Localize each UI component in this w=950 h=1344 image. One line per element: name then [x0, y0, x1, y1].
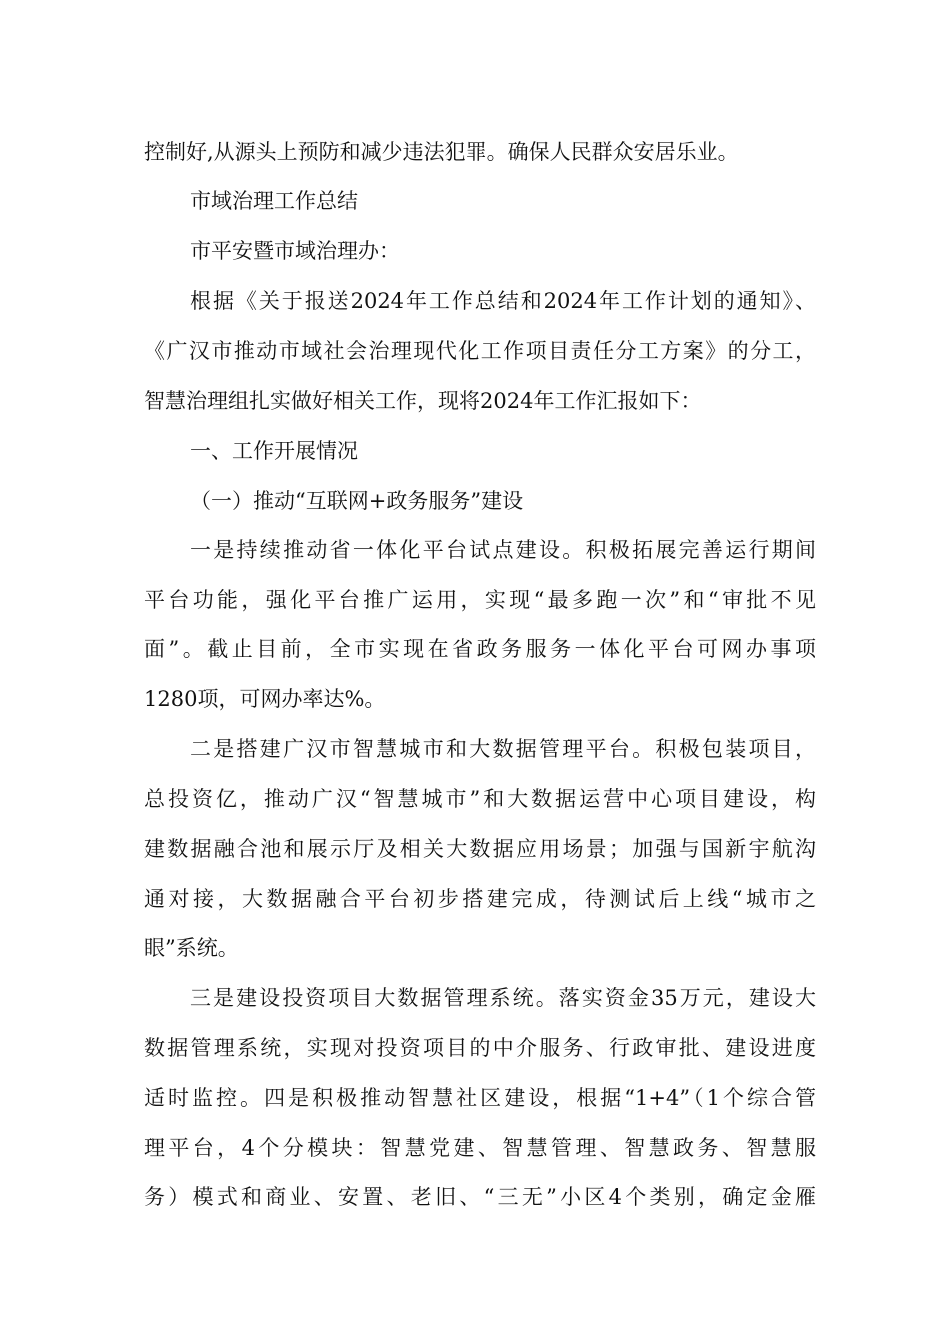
text-line: 1280项，可网办率达%。	[144, 687, 386, 711]
text-line: 二是搭建广汉市智慧城市和大数据管理平台。积极包装项目，	[190, 737, 816, 761]
text-line: 三是建设投资项目大数据管理系统。落实资金35万元，建设大	[190, 986, 816, 1010]
section-heading: 一、工作开展情况	[190, 439, 358, 463]
text-line: 理平台，4个分模块：智慧党建、智慧管理、智慧政务、智慧服	[144, 1136, 816, 1160]
text-line: 面”。截止目前，全市实现在省政务服务一体化平台可网办事项	[144, 637, 816, 661]
text-line: 智慧治理组扎实做好相关工作，现将2024年工作汇报如下：	[144, 389, 702, 413]
text-line: 《广汉市推动市域社会治理现代化工作项目责任分工方案》的分工，	[144, 339, 816, 363]
text-line: 根据《关于报送2024年工作总结和2024年工作计划的通知》、	[190, 289, 816, 313]
text-line: 总投资亿，推动广汉“智慧城市”和大数据运营中心项目建设，构	[144, 787, 816, 811]
text-line: 平台功能，强化平台推广运用，实现“最多跑一次”和“审批不见	[144, 588, 816, 612]
text-line: 眼”系统。	[144, 936, 239, 960]
addressee-line: 市平安暨市域治理办：	[190, 239, 400, 263]
text-line: 适时监控。四是积极推动智慧社区建设，根据“1+4”（1个综合管	[144, 1086, 816, 1110]
subsection-heading: （一）推动“互联网+政务服务”建设	[190, 489, 524, 513]
section-heading: 市域治理工作总结	[190, 189, 358, 213]
text-line: 控制好,从源头上预防和减少违法犯罪。确保人民群众安居乐业。	[144, 140, 739, 164]
text-line: 通对接，大数据融合平台初步搭建完成，待测试后上线“城市之	[144, 887, 816, 911]
text-line: 务）模式和商业、安置、老旧、“三无”小区4个类别，确定金雁	[144, 1185, 816, 1209]
text-line: 数据管理系统，实现对投资项目的中介服务、行政审批、建设进度	[144, 1036, 816, 1060]
text-line: 一是持续推动省一体化平台试点建设。积极拓展完善运行期间	[190, 538, 816, 562]
text-line: 建数据融合池和展示厅及相关大数据应用场景；加强与国新宇航沟	[144, 837, 816, 861]
